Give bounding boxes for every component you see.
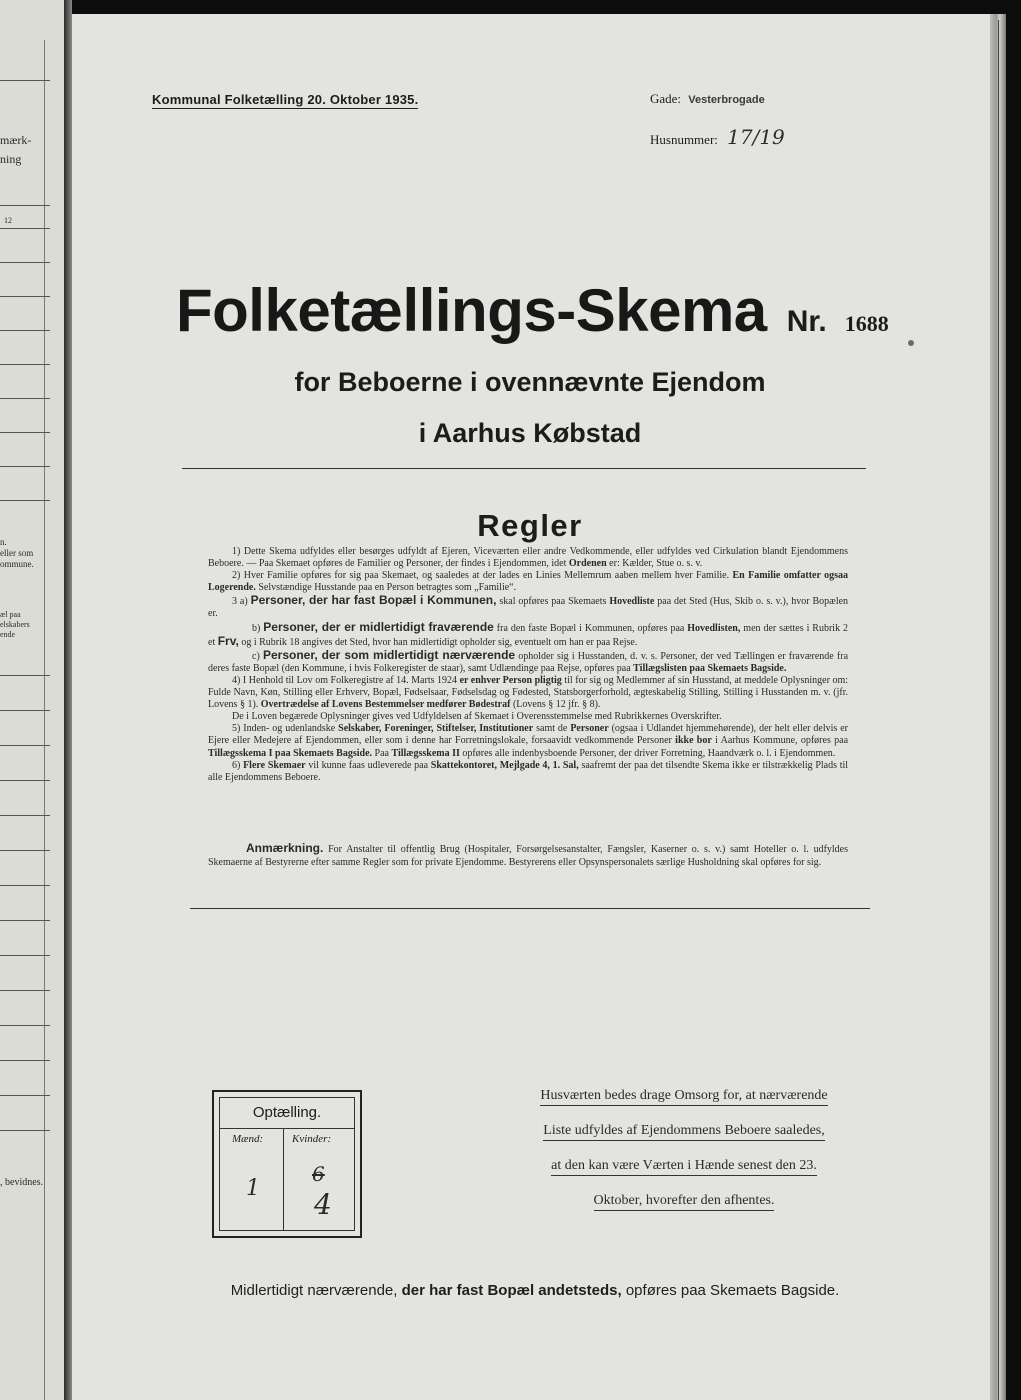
street-value: Vesterbrogade [688,94,765,106]
rule-6 [208,760,848,784]
rule-text: saafremt der paa det tilsendte Skema ikke er tilstrækkelig Plads til alle Ejendommens Beboere. [208,759,849,783]
rule-emphasis: Overtrædelse af Lovens Bestemmelser medfører Bødestraf [260,699,511,711]
house-number-value: 17/19 [727,125,785,149]
previous-page-fragment: æl paa [0,610,21,619]
rule-emphasis: Frv, [217,633,239,648]
rule-emphasis: Hovedlisten, [687,622,741,634]
rule-text: fra den faste Bopæl i Kommunen, opføres paa [496,622,685,634]
remark-text: For Anstalter til offentlig Brug (Hospitaler, Forsørgelsesanstalter, Fængsler, Kaserner o. s. v.) samt Hoteller o. l. udfyldes Skemaerne af Bestyrerne efter samme Regler som for private Ejendomme. Bestyrerens eller Opsynspersonalets særlige Husholdning skal opføres for sig. [208,844,849,868]
subtitle-residents: for Beboerne i ovennævnte Ejendom [294,367,766,397]
rule-2 [208,570,848,594]
previous-page-rule [0,228,50,229]
previous-page-rule [0,1095,50,1096]
previous-page-rule [0,500,50,501]
previous-page-rule [0,745,50,746]
women-label: Kvinder: [292,1133,332,1145]
census-header: Kommunal Folketælling 20. Oktober 1935. [152,92,419,107]
footer-emphasis: der har fast Bopæl andetsteds, [401,1282,622,1299]
notice-text: Oktober, hvorefter den afhentes. [594,1193,775,1211]
rule-text: 5) Inden- og udenlandske [232,723,336,735]
street-row [650,91,765,107]
notice-line [514,1158,854,1193]
previous-page-rule [0,364,50,365]
notice-line [514,1123,854,1158]
rule-emphasis: Personer, der er midlertidigt fraværende [263,619,494,634]
house-number-label: Husnummer: [650,132,718,147]
previous-page-rule [0,330,50,331]
previous-page-rule [0,675,50,676]
rule-text: Paa [374,747,389,759]
notice-line [514,1088,854,1123]
notice-text: Liste udfyldes af Ejendommens Beboere saaledes, [543,1123,824,1141]
count-divider [220,1128,354,1129]
remark-lead: Anmærkning. [246,841,324,855]
rule-text: opholder sig i Husstanden, d. v. s. Personer, der ved Tællingen er fraværende fra deres faste Bopæl (den Kommune, i hvis Folkeregister de staar), samt Udlændinge paa Rejse, opføres paa [208,650,849,674]
previous-page-rule [0,1060,50,1061]
rule-emphasis: Selskaber, Foreninger, Stiftelser, Institutioner [338,723,534,735]
previous-page-rule [0,815,50,816]
previous-page-rule [0,296,50,297]
previous-page-rule [0,205,50,206]
title-divider [182,468,866,469]
rule-emphasis: En Familie omfatter ogsaa Logerende. [208,570,849,594]
rule-3b [208,621,848,649]
rule-text: paa det Sted (Hus, Skib o. s. v.), hvor Bopælen er. [208,596,849,620]
previous-page-rule [0,955,50,956]
previous-page-fragment: elskabers [0,620,30,629]
rule-emphasis: er enhver Person pligtig [459,674,562,686]
footer-text: Midlertidigt nærværende, [230,1282,398,1299]
rule-3c [208,649,848,675]
previous-page-rule [0,920,50,921]
rule-text: til for sig og Medlemmer af sin Husstand, at meddele Oplysninger om: Fulde Navn, Køn, Stilling eller Erhverv, Bopæl, Fødselsaar, Fødselsdag og Fødested, Statsborgerforhold, ægteskabelig Stilling, Stilling i Husstanden m. v. (jfr. Lovens § 1). [208,674,849,711]
previous-page-rule [0,80,50,81]
rule-text: men der sættes i Rubrik 2 et [208,622,849,648]
rule-text: er: Kælder, Stue o. s. v. [609,558,703,570]
rule-text: vil kunne faas udleverede paa [308,759,429,771]
previous-page-fragment: n. [0,537,7,547]
previous-page-column-line [44,40,45,1400]
rule-text: 3 a) [232,596,248,608]
previous-page-fragment: eller som [0,548,34,558]
rule-1 [208,546,848,570]
previous-page-rule [0,466,50,467]
count-title: Optælling. [252,1104,322,1121]
rule-text: c) [252,650,260,662]
previous-page-rule [0,432,50,433]
rule-emphasis: Tillægsskema I paa Skemaets Bagside. [208,747,373,759]
women-count: 4 [314,1188,332,1221]
rule-text: Selvstændige Husstande paa en Person betragtes som „Familie“. [258,582,517,594]
rule-text: (Lovens § 12 jfr. § 8). [512,699,601,711]
previous-page-fragment: ende [0,630,16,639]
rule-emphasis: Hovedliste [609,596,655,608]
rule-emphasis: Skattekontoret, Mejlgade 4, 1. Sal, [430,759,579,771]
count-box [212,1090,362,1238]
rule-emphasis: Personer [570,723,609,735]
rule-text: opføres alle indenbysboende Personer, der driver Forretning, Haandværk o. l. i Ejendommen. [462,747,836,759]
rule-text: skal opføres paa Skemaets [499,596,607,608]
previous-page-rule [0,262,50,263]
landlord-notice [514,1088,854,1228]
rule-text: b) [252,622,261,634]
form-number-value: 1688 [844,311,889,336]
rule-emphasis: Flere Skemaer [243,759,306,771]
count-column-divider [283,1128,284,1230]
remark-note [208,842,848,869]
page-stack-line [998,20,999,1400]
footer-note [190,1282,880,1299]
notice-line [514,1193,854,1228]
ink-speck [908,340,914,346]
previous-page-fragment: 12 [4,216,12,225]
previous-page-edge [0,0,64,1400]
form-title [176,276,889,345]
house-number-row [650,125,785,149]
rule-text: 6) [232,759,241,771]
previous-page-rule [0,850,50,851]
previous-page-rule [0,780,50,781]
notice-text: Husværten bedes drage Omsorg for, at nærværende [540,1088,827,1106]
form-title-text: Folketællings-Skema [176,277,767,344]
rule-text: 1) Dette Skema udfyldes eller besørges udfyldt af Ejeren, Viceværten eller andre Vedkommende, eller udfyldes ved Cirkulation blandt Ejendommens Beboere. — Paa Skemaet opføres de Familier og Personer, der findes i Ejendommen, idet [208,546,848,570]
rules-text [208,546,848,784]
previous-page-fragment: ommune. [0,559,34,569]
rule-5 [208,723,848,759]
rule-text: 4) I Henhold til Lov om Folkeregistre af 14. Marts 1924 [232,674,458,686]
previous-page-fragment: mærk- [0,133,32,147]
women-count-struck: 6 [312,1162,325,1186]
rule-text: (ogsaa i Udlandet hjemmehørende), der helt eller delvis er Ejere eller Medejere af Ejendommen, eller som i denne har Forretningslokale, forsaavidt vedkommende Personer [208,723,849,747]
rule-text: i Aarhus Kommune, opføres paa [715,735,849,747]
previous-page-rule [0,710,50,711]
men-label: Mænd: [232,1133,264,1145]
count-box-inner [219,1097,355,1231]
men-count: 1 [246,1176,260,1201]
footer-text: opføres paa Skemaets Bagside. [625,1282,840,1299]
rule-emphasis: Ordenen [568,558,607,570]
rule-emphasis: Personer, der som midlertidigt nærværende [262,647,516,662]
rule-4 [208,675,848,711]
previous-page-fragment: ning [0,152,22,166]
previous-page-fragment: , bevidnes. [0,1177,44,1188]
rules-heading: Regler [477,508,583,543]
street-label: Gade: [650,91,682,106]
rule-3a [208,594,848,620]
rules-divider [190,908,870,909]
form-number-label: Nr. [786,305,827,338]
rule-emphasis: Personer, der har fast Bopæl i Kommunen, [250,593,497,608]
rule-emphasis: Tillægslisten paa Skemaets Bagside. [633,662,787,674]
rule-emphasis: ikke bor [675,735,712,747]
previous-page-rule [0,1130,50,1131]
subtitle-town: i Aarhus Købstad [418,418,642,448]
rule-text: samt de [536,723,568,735]
previous-page-rule [0,885,50,886]
notice-text: at den kan være Værten i Hænde senest den 23. [551,1158,817,1176]
rule-text: De i Loven begærede Oplysninger gives ved Udfyldelsen af Skemaet i Overensstemmelse med Rubrikkernes Overskrifter. [232,711,722,723]
rule-text: og i Rubrik 18 angives det Sted, hvor han midlertidigt opholder sig, eventuelt om han er paa Rejse. [241,636,638,648]
rule-4-note [208,711,848,723]
previous-page-rule [0,990,50,991]
rule-text: 2) Hver Familie opføres for sig paa Skemaet, og saaledes at der lades en Linies Mellemrum aaben mellem hver Familie. [232,570,730,582]
previous-page-rule [0,1025,50,1026]
book-gutter [64,0,72,1400]
rule-emphasis: Tillægsskema II [391,747,460,759]
previous-page-rule [0,398,50,399]
